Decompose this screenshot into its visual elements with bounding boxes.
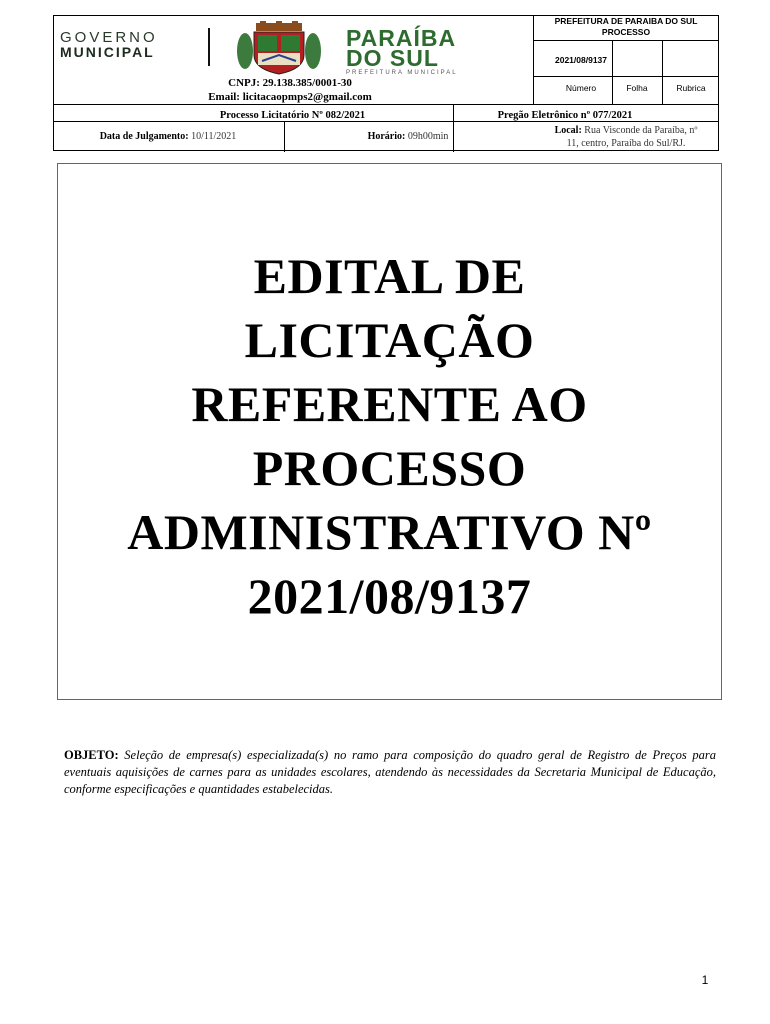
prefeitura-label: PREFEITURA DE PARAIBA DO SUL <box>554 16 698 26</box>
cnpj-text: CNPJ: 29.138.385/0001-30 <box>228 77 352 89</box>
logo-separator <box>208 28 210 66</box>
title-line: REFERENTE AO <box>191 376 588 432</box>
numero-label: Número <box>565 83 597 93</box>
divider <box>54 121 718 122</box>
divider <box>662 40 663 104</box>
objeto-label: OBJETO: <box>64 748 119 762</box>
governo-municipal-logo <box>60 30 188 60</box>
title-line: PROCESSO <box>252 440 527 496</box>
local-value-1: Rua Visconde da Paraíba, nº <box>584 125 698 136</box>
horario-label: Horário: <box>367 131 406 142</box>
email-text: Email: licitacaopmps2@gmail.com <box>208 91 372 103</box>
logo-text-municipal: MUNICIPAL <box>60 44 155 60</box>
contact-info <box>160 76 420 104</box>
coat-of-arms-icon <box>236 21 322 75</box>
title-line: EDITAL DE <box>253 248 526 304</box>
divider <box>612 40 613 104</box>
prefeitura-block <box>533 16 719 38</box>
divider <box>533 40 719 41</box>
logo-text-governo: GOVERNO <box>60 29 158 46</box>
divider <box>54 104 718 105</box>
objeto-text: Seleção de empresa(s) especializada(s) no ramo para composição do quadro geral de Registro de Preços para eventuais aquisições de carnes para as unidades escolares, atendendo às necessidades da Secretaria Municipal de Educação, conforme especificações e quantidades estabelecidas. <box>64 748 716 796</box>
horario-value: 09h00min <box>407 131 449 142</box>
data-value: 10/11/2021 <box>191 131 237 142</box>
document-title <box>57 244 722 628</box>
objeto-paragraph <box>64 747 716 798</box>
processo-licitatorio: Processo Licitatório Nº 082/2021 <box>219 110 366 121</box>
divider <box>533 76 719 77</box>
horario <box>284 131 532 142</box>
pregao-eletronico: Pregão Eletrônico nº 077/2021 <box>497 110 633 121</box>
title-line: 2021/08/9137 <box>247 568 532 624</box>
brand-subtitle: PREFEITURA MUNICIPAL <box>346 70 458 76</box>
paraiba-do-sul-logo <box>346 25 526 76</box>
brand-line-2: DO SUL <box>346 45 439 71</box>
rubrica-label: Rubrica <box>676 83 706 93</box>
local-label: Local: <box>554 125 582 136</box>
title-line: ADMINISTRATIVO Nº <box>127 504 652 560</box>
local-value-2: 11, centro, Paraíba do Sul/RJ. <box>566 138 686 149</box>
processo-number: 2021/08/9137 <box>555 55 607 65</box>
title-line: LICITAÇÃO <box>244 312 535 368</box>
processo-label: PROCESSO <box>601 27 651 37</box>
data-julgamento <box>53 131 283 142</box>
data-label: Data de Julgamento: <box>99 131 189 142</box>
page-number: 1 <box>701 973 709 987</box>
folha-label: Folha <box>626 83 648 93</box>
brand-line-1: PARAÍBA <box>346 25 457 51</box>
local <box>533 124 719 150</box>
